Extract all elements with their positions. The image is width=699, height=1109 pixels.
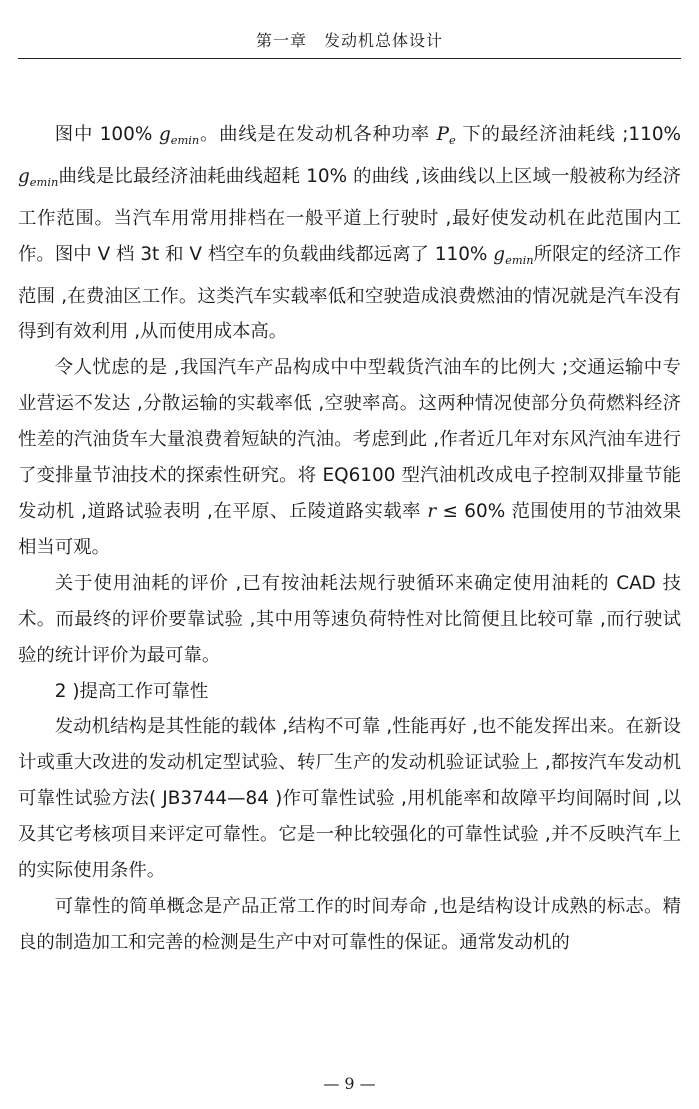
symbol-p-e: $P_e$ [436, 124, 456, 147]
p1-text-c: 下的最经济油耗线 ;110% [455, 124, 681, 145]
symbol-g-emin-2: $g_{emin}$ [18, 165, 59, 189]
chapter-title: 第一章 发动机总体设计 [255, 31, 443, 50]
symbol-g-emin-3: $g_{emin}$ [493, 243, 534, 267]
symbol-r: r [427, 501, 437, 523]
p2-text-b: ≤ 60% 范围使用的节油效果相当可观。 [18, 501, 682, 558]
paragraph-1 [18, 117, 681, 350]
p1-text-d: 曲线是比最经济油耗曲线超耗 10% 的曲线 ,该曲线以上区域一般被称为经济工作范围。当汽车用常用排档在一般平道上行驶时 ,最好使发动机在此范围内工作。图中 V 档 3t 和 V 档空车的负载曲线都远离了 110% [18, 165, 681, 265]
page-number: — 9 — [323, 1074, 376, 1093]
p1-text-e: 所限定的经济工作范围 ,在费油区工作。这类汽车实载率低和空驶造成浪费燃油的情况就是汽车没有得到有效利用 ,从而使用成本高。 [18, 243, 681, 343]
p1-text-a: 图中 100% [54, 124, 159, 145]
paragraph-2 [18, 350, 681, 565]
p1-text-b: 。曲线是在发动机各种功率 [199, 124, 437, 145]
p2-text-a: 令人忧虑的是 ,我国汽车产品构成中中型载货汽油车的比例大 ;交通运输中专业营运不发达 ,分散运输的实载率低 ,空驶率高。这两种情况使部分负荷燃料经济性差的汽油货车大量浪费着短缺的汽油。考虑到此 ,作者近几年对东风汽油车进行了变排量节油技术的探索性研究。将 EQ6100 型汽油机改成电子控制双排量节能发动机 ,道路试验表明 ,在平原、丘陵道路实载率 [18, 357, 681, 523]
running-header [18, 0, 681, 59]
symbol-g-emin: $g_{emin}$ [158, 124, 200, 147]
paragraph-4: 发动机结构是其性能的载体 ,结构不可靠 ,性能再好 ,也不能发挥出来。在新设计或重大改进的发动机定型试验、转厂生产的发动机验证试验上 ,都按汽车发动机可靠性试验方法( JB3744—84 )作可靠性试验 ,用机能率和故障平均间隔时间 ,以及其它考核项目来评定可靠性。它是一种比较强化的可靠性试验 ,并不反映汽车上的实际使用条件。 [18, 716, 681, 882]
paragraph-3: 关于使用油耗的评价 ,已有按油耗法规行驶循环来确定使用油耗的 CAD 技术。而最终的评价要靠试验 ,其中用等速负荷特性对比简便且比较可靠 ,而行驶试验的统计评价为最可靠。 [18, 572, 681, 666]
body-text [18, 117, 681, 961]
paragraph-5: 可靠性的简单概念是产品正常工作的时间寿命 ,也是结构设计成熟的标志。精良的制造加工和完善的检测是生产中对可靠性的保证。通常发动机的 [18, 895, 681, 953]
section-heading: 2 )提高工作可靠性 [54, 680, 209, 702]
